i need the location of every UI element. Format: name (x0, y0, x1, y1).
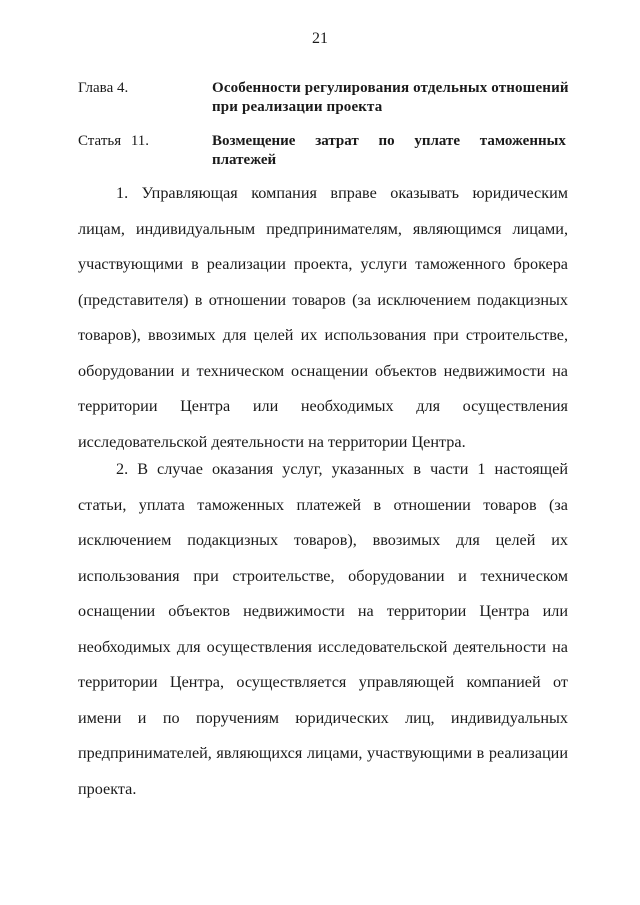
paragraph-2: 2. В случае оказания услуг, указанных в части 1 настоящей статьи, уплата таможенных платежей в отношении товаров (за исключением подакцизных товаров), ввозимых для целей их использования при строительстве, оборудовании и техническом оснащении объектов недвижимости на территории Центра или необходимых для осуществления исследовательской деятельности на территории Центра, осуществляется управляющей компанией от имени и по поручениям юридических лиц, индивидуальных предпринимателей, являющихся лицами, участвующими в реализации проекта. (78, 460, 568, 798)
article-body-part-1 (78, 176, 568, 460)
paragraph-1: 1. Управляющая компания вправе оказывать юридическим лицам, индивидуальным предпринимателям, являющимся лицами, участвующими в реализации проекта, услуги таможенного брокера (представителя) в отношении товаров (за исключением подакцизных товаров), ввозимых для целей их использования при строительстве, оборудовании и техническом оснащении объектов недвижимости на территории Центра или необходимых для осуществления исследовательской деятельности на территории Центра. (78, 184, 568, 451)
article-heading (78, 132, 578, 170)
article-body-part-2 (78, 452, 568, 807)
page-number: 21 (312, 30, 328, 47)
article-title: Возмещение затрат по уплате таможенных платежей (212, 133, 566, 168)
chapter-label: Глава 4. (78, 80, 129, 96)
chapter-title: Особенности регулирования отдельных отношений при реализации проекта (212, 80, 569, 115)
article-label: Статья 11. (78, 133, 150, 149)
chapter-heading (78, 79, 578, 117)
